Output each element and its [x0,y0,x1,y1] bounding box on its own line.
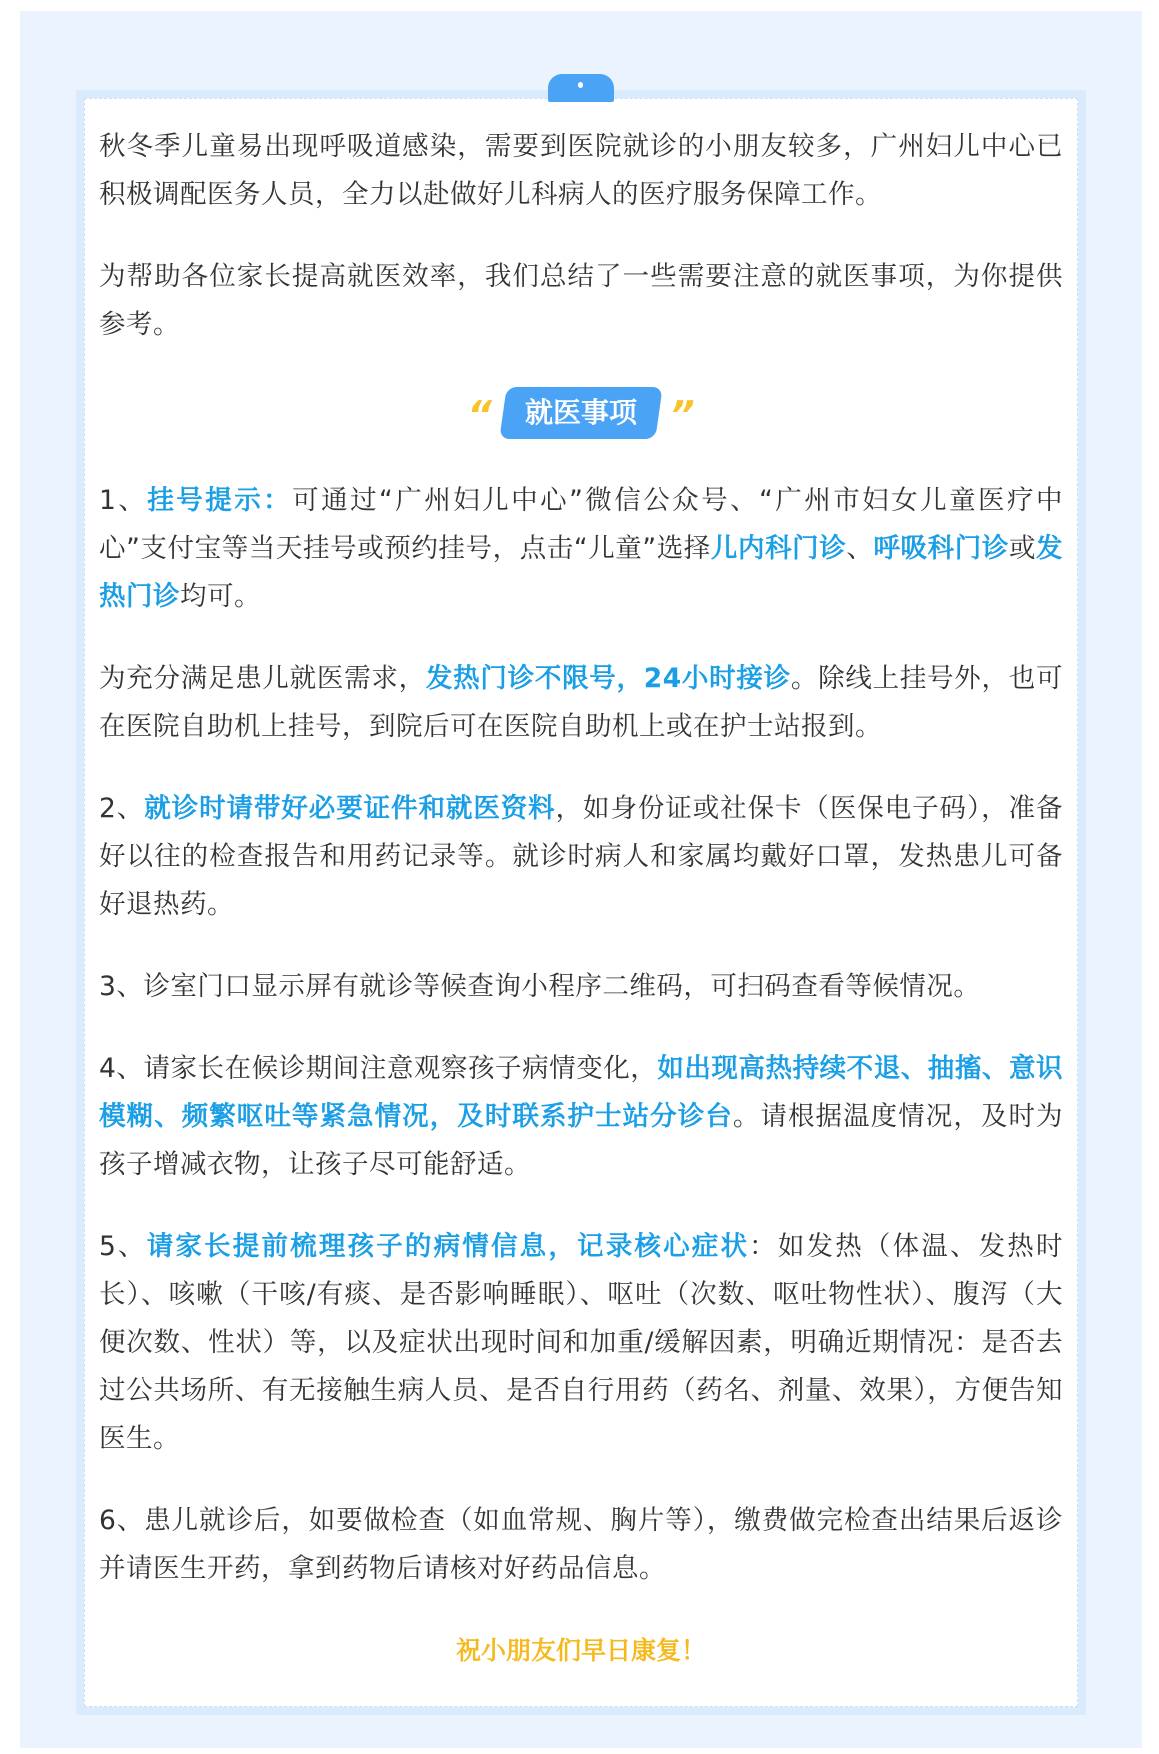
close-quote-icon: ” [670,393,695,437]
body-text: 。除线上挂号外，也可在医院自助机上挂号，到院后可在医院自助机上或在护士站报到。 [99,663,1064,742]
body-text: 、 [846,533,874,564]
highlighted-text: 如出现高热持续不退、抽搐、意识模糊、频繁呕吐等紧急情况，及时联系护士站分诊台 [99,1053,1063,1132]
closing-message: 祝小朋友们早日康复！ [455,1636,706,1665]
article-card [76,90,1086,1715]
body-text: 5、 [99,1231,147,1262]
article-body [84,98,1078,1707]
tip-paragraph [99,1045,1063,1189]
open-quote-icon: “ [467,393,492,437]
body-text: 均可。 [180,581,261,612]
highlighted-text: 请家长提前梳理孩子的病情信息，记录核心症状 [146,1231,750,1262]
highlighted-text: 挂号提示： [147,485,293,516]
section-title [99,383,1063,443]
section-title-badge [499,387,662,439]
body-text: 为帮助各位家长提高就医效率，我们总结了一些需要注意的就医事项，为你提供参考。 [99,261,1063,340]
tip-paragraph [99,477,1063,621]
clip-hole [578,82,583,88]
highlighted-text: 就诊时请带好必要证件和就医资料 [144,793,556,824]
body-text: 1、 [99,485,148,516]
body-text: 秋冬季儿童易出现呼吸道感染，需要到医院就诊的小朋友较多，广州妇儿中心已积极调配医务人员，全力以赴做好儿科病人的医疗服务保障工作。 [99,131,1063,210]
tip-paragraph [99,1497,1063,1593]
body-text: 。请根据温度情况，及时为孩子增减衣物，让孩子尽可能舒适。 [99,1101,1064,1180]
tip-paragraph [99,785,1063,929]
body-text: 为充分满足患儿就医需求， [99,663,426,694]
clip-tab-icon [548,74,614,102]
body-text: 3、诊室门口显示屏有就诊等候查询小程序二维码，可扫码查看等候情况。 [99,971,981,1002]
body-text: 6、患儿就诊后，如要做检查（如血常规、胸片等），缴费做完检查出结果后返诊并请医生开药，拿到药物后请核对好药品信息。 [99,1505,1063,1584]
section-title-label: 就医事项 [524,396,637,429]
intro-section [99,123,1063,349]
intro-paragraph [99,253,1063,349]
highlighted-text: 发热门诊不限号，24小时接诊 [425,663,791,694]
highlighted-text: 发热门诊 [99,533,1064,612]
body-text: 2、 [99,793,145,824]
body-text: ：如发热（体温、发热时长）、咳嗽（干咳/有痰、是否影响睡眠）、呕吐（次数、呕吐物性状）、腹泻（大便次数、性状）等，以及症状出现时间和加重/缓解因素，明确近期情况：是否去过公共场所、有无接触生病人员、是否自行用药（药名、剂量、效果），方便告知医生。 [99,1231,1063,1454]
highlighted-text: 儿内科门诊 [710,533,847,564]
tip-paragraph [99,1223,1063,1463]
body-text: 或 [1008,533,1037,564]
highlighted-text: 呼吸科门诊 [873,533,1009,564]
body-text: 4、请家长在候诊期间注意观察孩子病情变化， [99,1053,658,1084]
intro-paragraph [99,123,1063,219]
tips-list [99,477,1063,1593]
tip-paragraph [99,655,1063,751]
tip-paragraph [99,963,1063,1011]
body-text: 可通过“广州妇儿中心”微信公众号、“广州市妇女儿童医疗中心”支付宝等当天挂号或预约挂号，点击“儿童”选择 [99,485,1063,564]
body-text: ，如身份证或社保卡（医保电子码），准备好以往的检查报告和用药记录等。就诊时病人和家属均戴好口罩，发热患儿可备好退热药。 [99,793,1063,920]
